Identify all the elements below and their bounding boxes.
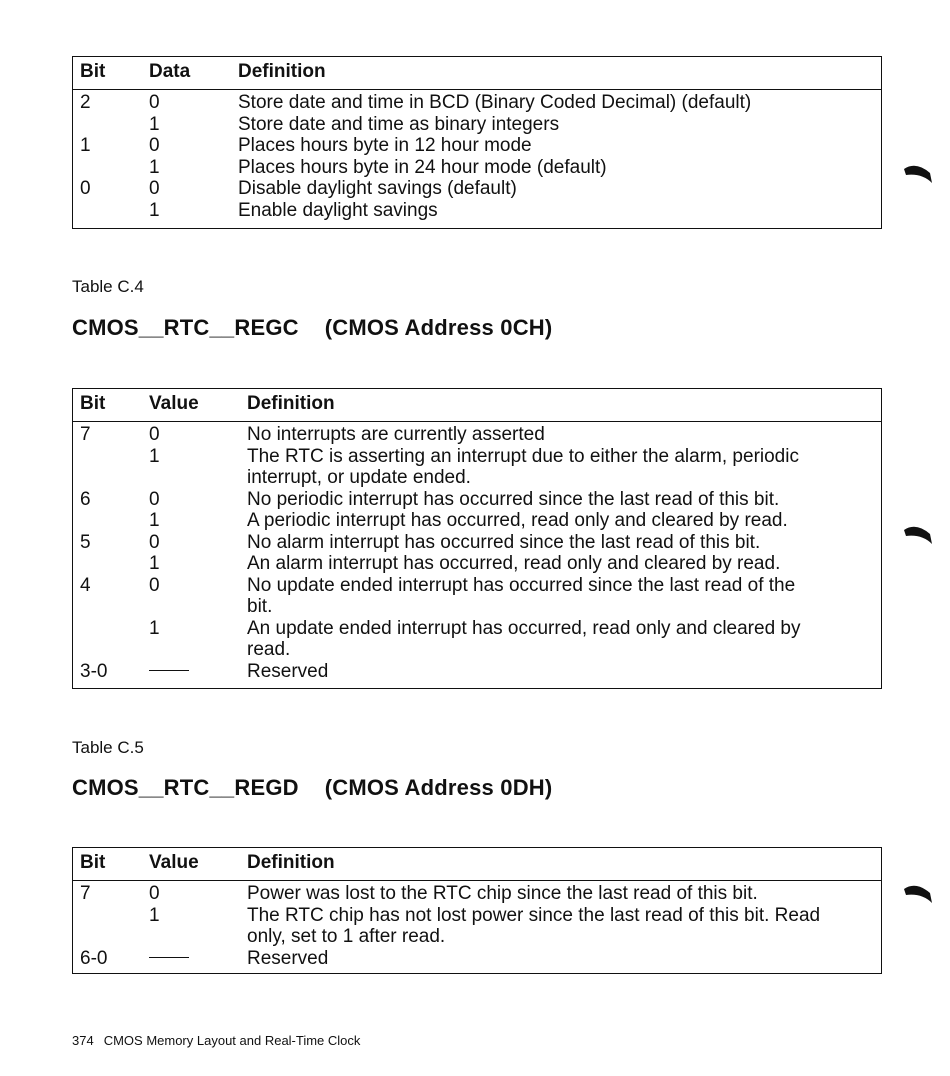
table-c4-title: CMOS__RTC__REGC	[72, 315, 299, 340]
header-bit: Bit	[80, 61, 106, 82]
cell-value: 1	[149, 904, 160, 926]
page-footer	[72, 1033, 360, 1048]
cell-definition: bit.	[247, 596, 273, 617]
edge-tab-mark-icon	[902, 881, 932, 903]
cell-value: 1	[149, 199, 160, 221]
table-row	[73, 467, 881, 489]
table-c5	[72, 847, 882, 974]
cell-definition: interrupt, or update ended.	[247, 467, 471, 488]
cell-value: 0	[149, 574, 160, 596]
table-c4-body	[73, 422, 881, 685]
cell-definition: Reserved	[247, 660, 329, 682]
table-row	[73, 157, 881, 179]
header-definition: Definition	[238, 61, 326, 82]
cell-value: 0	[149, 178, 160, 199]
edge-tab-mark-icon	[902, 161, 932, 183]
table-row	[73, 446, 881, 468]
table-row	[73, 618, 881, 640]
cell-definition: Places hours byte in 12 hour mode	[238, 135, 532, 156]
cell-definition: Store date and time as binary integers	[238, 113, 560, 135]
edge-tab-mark-icon	[902, 522, 932, 544]
cell-definition: The RTC is asserting an interrupt due to either the alarm, periodic	[247, 445, 799, 467]
cell-definition: Reserved	[247, 947, 329, 969]
cell-definition: No update ended interrupt has occurred since the last read of the	[247, 574, 796, 596]
cell-definition: The RTC chip has not lost power since the last read of this bit. Read	[247, 904, 821, 926]
table-row	[73, 178, 881, 200]
cell-definition: Store date and time in BCD (Binary Coded Decimal) (default)	[238, 92, 752, 113]
cell-bit: 7	[80, 883, 91, 904]
table-c5-address: (CMOS Address 0DH)	[324, 775, 553, 800]
header-value: Value	[149, 852, 199, 873]
table-row	[73, 114, 881, 136]
cell-bit: 4	[80, 574, 91, 596]
table-row	[73, 510, 881, 532]
table-c4-address: (CMOS Address 0CH)	[324, 315, 553, 340]
cell-definition: No interrupts are currently asserted	[247, 424, 545, 445]
cell-value	[149, 661, 189, 683]
table-c5-caption: Table C.5	[72, 738, 144, 757]
table-c4-caption: Table C.4	[72, 277, 144, 296]
header-bit: Bit	[80, 393, 106, 414]
cell-value: 0	[149, 531, 160, 553]
cell-bit: 5	[80, 531, 91, 553]
footer-section-title: CMOS Memory Layout and Real-Time Clock	[103, 1033, 361, 1048]
cell-definition: An alarm interrupt has occurred, read only and cleared by read.	[247, 553, 781, 574]
cell-definition: Disable daylight savings (default)	[238, 178, 517, 199]
cell-value: 1	[149, 510, 160, 531]
cell-definition: Places hours byte in 24 hour mode (default)	[238, 156, 607, 178]
table-row	[73, 575, 881, 597]
cell-value	[149, 948, 189, 970]
table-c5-header	[73, 848, 881, 881]
table-row	[73, 489, 881, 511]
table-c5-title: CMOS__RTC__REGD	[72, 775, 299, 800]
cell-bit: 2	[80, 92, 91, 113]
table-row	[73, 596, 881, 618]
cell-value: 0	[149, 488, 160, 510]
cell-value: 1	[149, 553, 160, 574]
reserved-dash	[149, 957, 189, 958]
table-row	[73, 135, 881, 157]
table-row	[73, 200, 881, 222]
table-row	[73, 905, 881, 927]
header-bit: Bit	[80, 852, 106, 873]
cell-bit: 0	[80, 178, 91, 199]
table-c3-header	[73, 57, 881, 90]
cell-definition: Enable daylight savings	[238, 199, 438, 221]
cell-value: 1	[149, 113, 160, 135]
cell-definition: only, set to 1 after read.	[247, 926, 446, 947]
cell-value: 0	[149, 135, 160, 156]
cell-bit: 6	[80, 488, 91, 510]
cell-definition: Power was lost to the RTC chip since the last read of this bit.	[247, 883, 758, 904]
cell-definition: An update ended interrupt has occurred, read only and cleared by	[247, 617, 801, 639]
table-c5-body	[73, 881, 881, 972]
header-definition: Definition	[247, 852, 335, 873]
table-c4	[72, 388, 882, 689]
cell-bit: 7	[80, 424, 91, 445]
table-row	[73, 553, 881, 575]
page-number: 374	[72, 1033, 94, 1048]
cell-value: 0	[149, 424, 160, 445]
table-c3-body	[73, 90, 881, 224]
table-row	[73, 883, 881, 905]
table-row	[73, 424, 881, 446]
cell-value: 1	[149, 617, 160, 639]
cell-value: 0	[149, 883, 160, 904]
table-row	[73, 926, 881, 948]
table-c4-heading	[72, 315, 552, 341]
cell-bit: 3-0	[80, 660, 108, 682]
table-row	[73, 661, 881, 683]
cell-value: 1	[149, 445, 160, 467]
cell-bit: 6-0	[80, 947, 108, 969]
header-data: Data	[149, 61, 191, 82]
header-value: Value	[149, 393, 199, 414]
table-c5-heading	[72, 775, 552, 801]
cell-value: 1	[149, 156, 160, 178]
cell-definition: No alarm interrupt has occurred since the last read of this bit.	[247, 531, 761, 553]
table-row	[73, 92, 881, 114]
header-definition: Definition	[247, 393, 335, 414]
cell-definition: A periodic interrupt has occurred, read only and cleared by read.	[247, 510, 788, 531]
cell-definition: read.	[247, 639, 291, 660]
table-row	[73, 532, 881, 554]
table-row	[73, 948, 881, 970]
cell-value: 0	[149, 92, 160, 113]
cell-definition: No periodic interrupt has occurred since the last read of this bit.	[247, 488, 780, 510]
cell-bit: 1	[80, 135, 91, 156]
reserved-dash	[149, 670, 189, 671]
table-c3	[72, 56, 882, 229]
table-c4-header	[73, 389, 881, 422]
table-row	[73, 639, 881, 661]
